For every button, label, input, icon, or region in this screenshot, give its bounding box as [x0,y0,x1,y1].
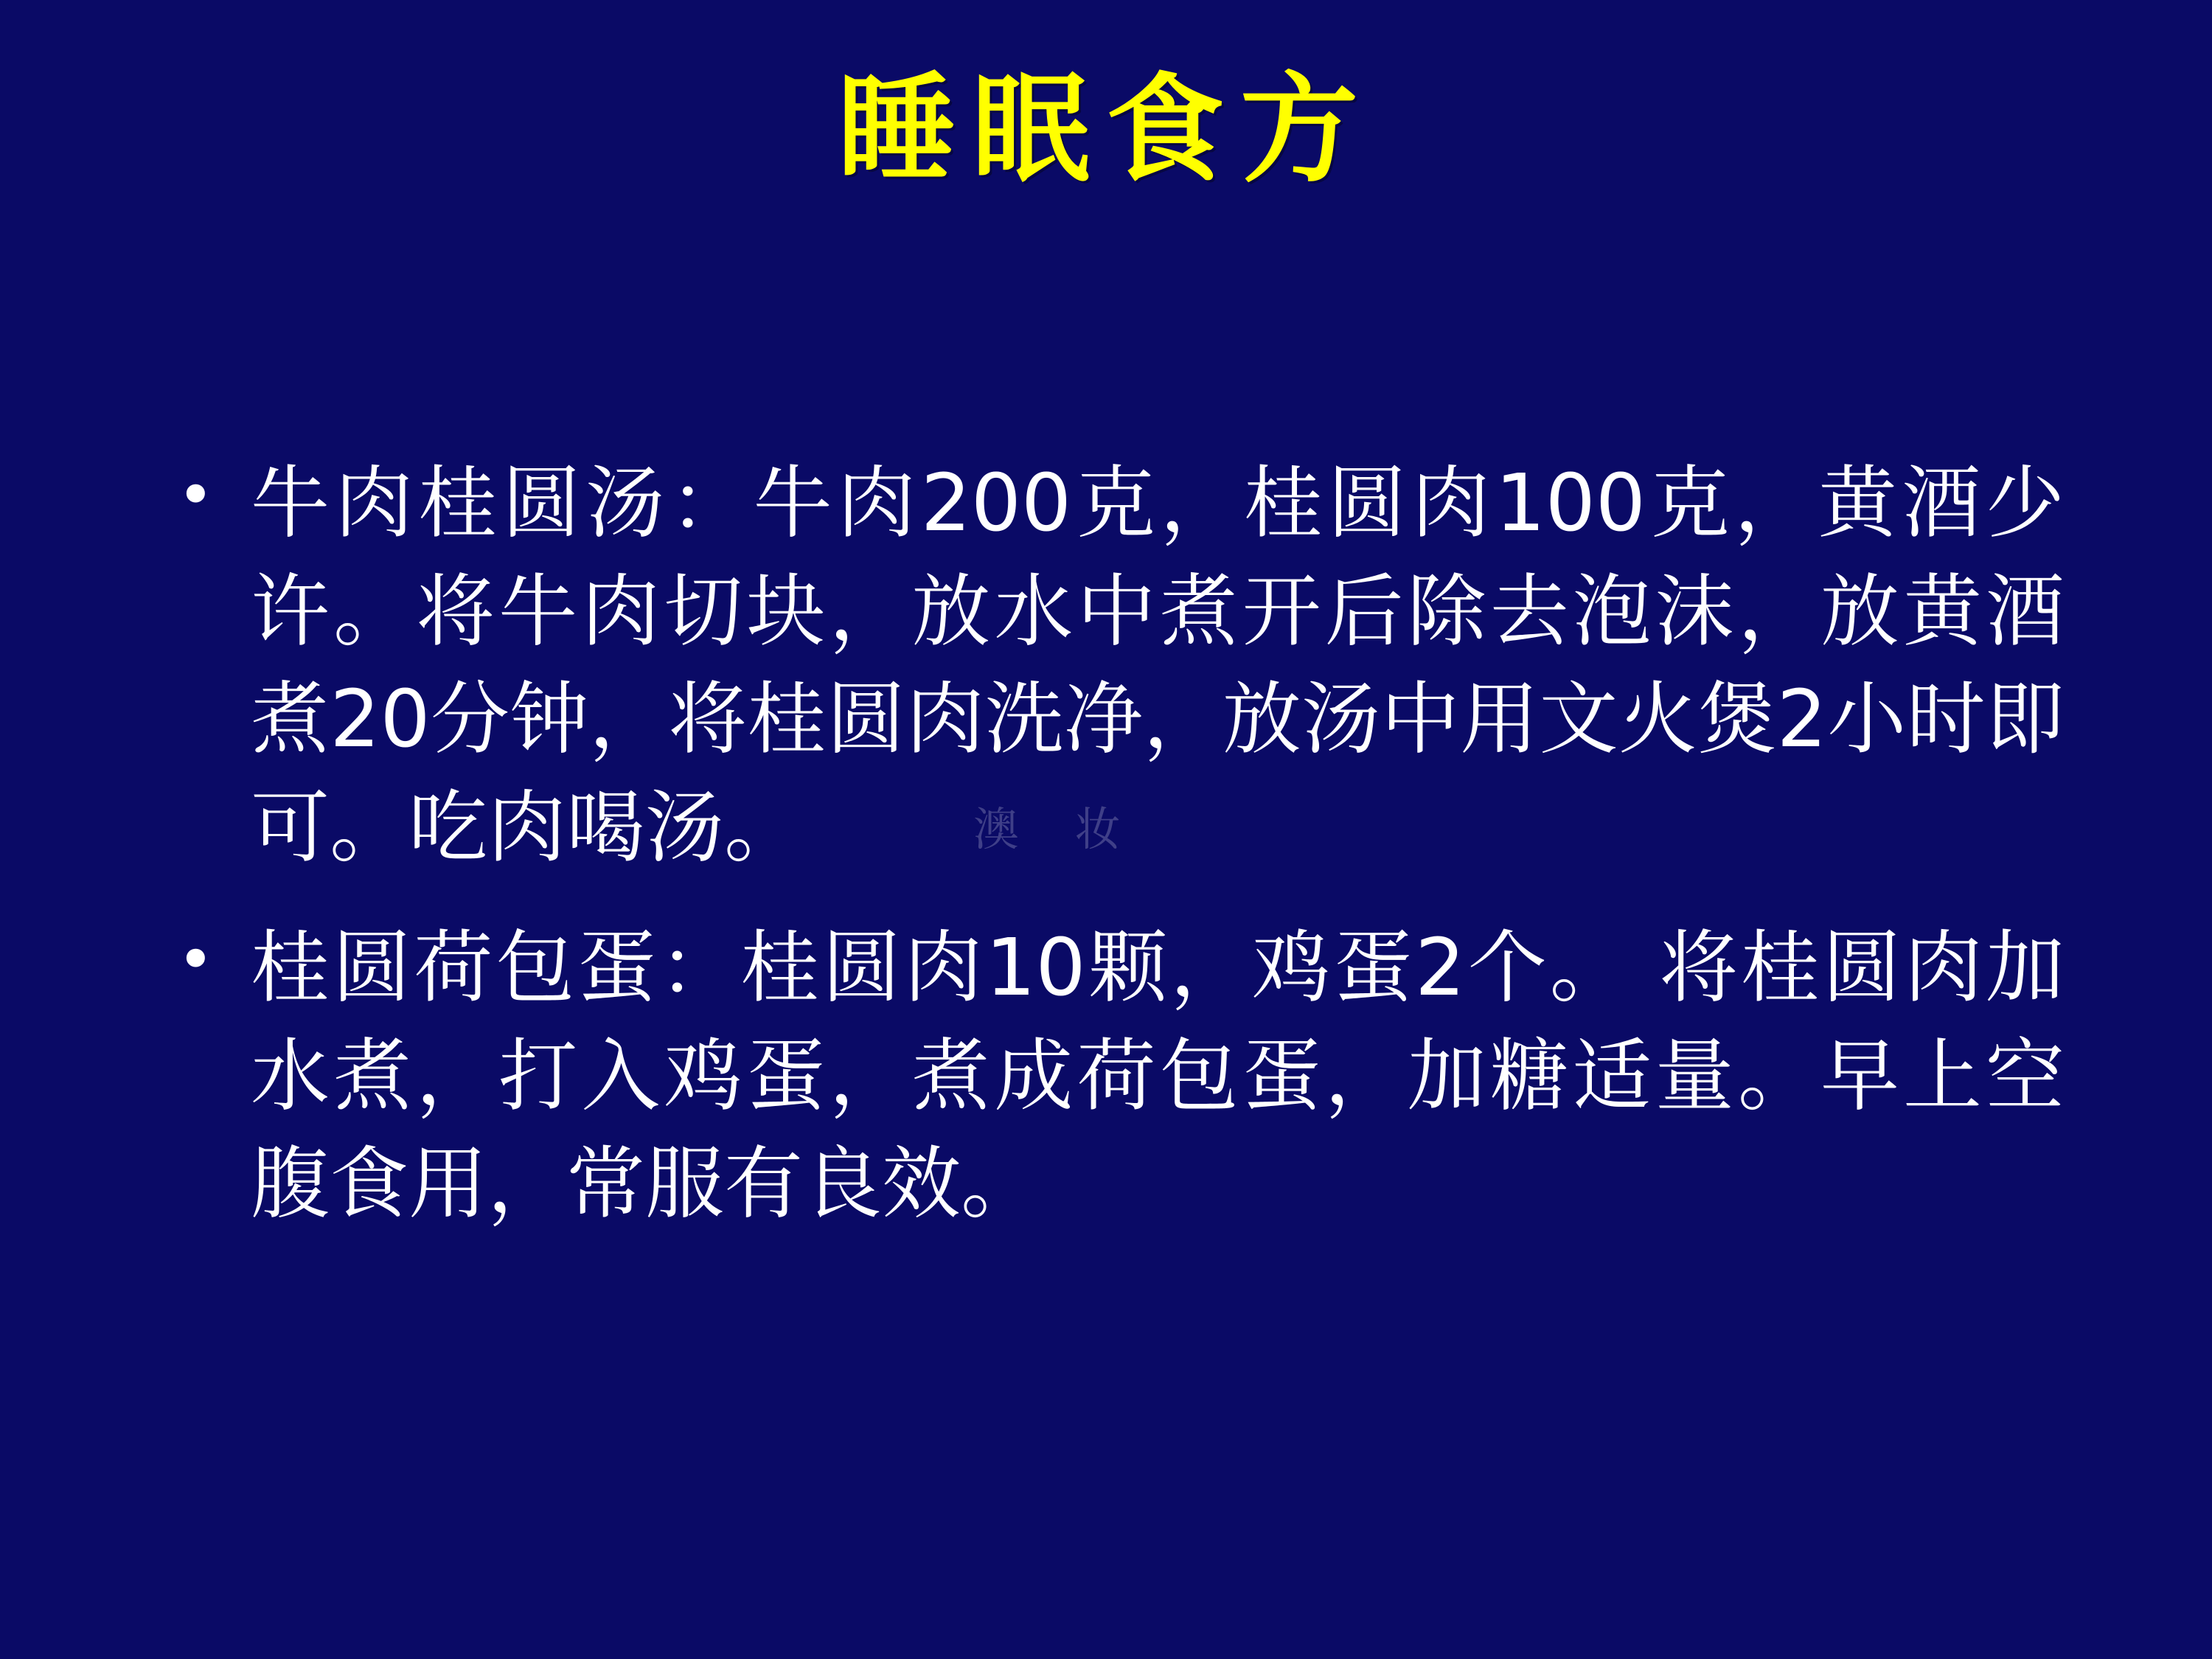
bullet-list [177,450,2065,1271]
bullet-point-icon: • [177,923,215,998]
list-item [177,450,2065,882]
list-item-text: 牛肉桂圆汤：牛肉200克，桂圆肉100克，黄酒少许。将牛肉切块，放水中煮开后除去泡沫，放黄酒煮20分钟，将桂圆肉洗净，放汤中用文火煲2小时即可。吃肉喝汤。 [251,458,2065,874]
watermark: 澳 妆 [973,802,1141,856]
page-title: 睡眠食方 [837,60,1374,198]
bullet-point-icon: • [177,459,215,532]
list-item-text: 桂圆荷包蛋：桂圆肉10颗，鸡蛋2个。 将桂圆肉加水煮，打入鸡蛋，煮成荷包蛋，加糖适量。早上空腹食用，常服有良效。 [251,922,2065,1231]
list-item [177,914,2065,1239]
